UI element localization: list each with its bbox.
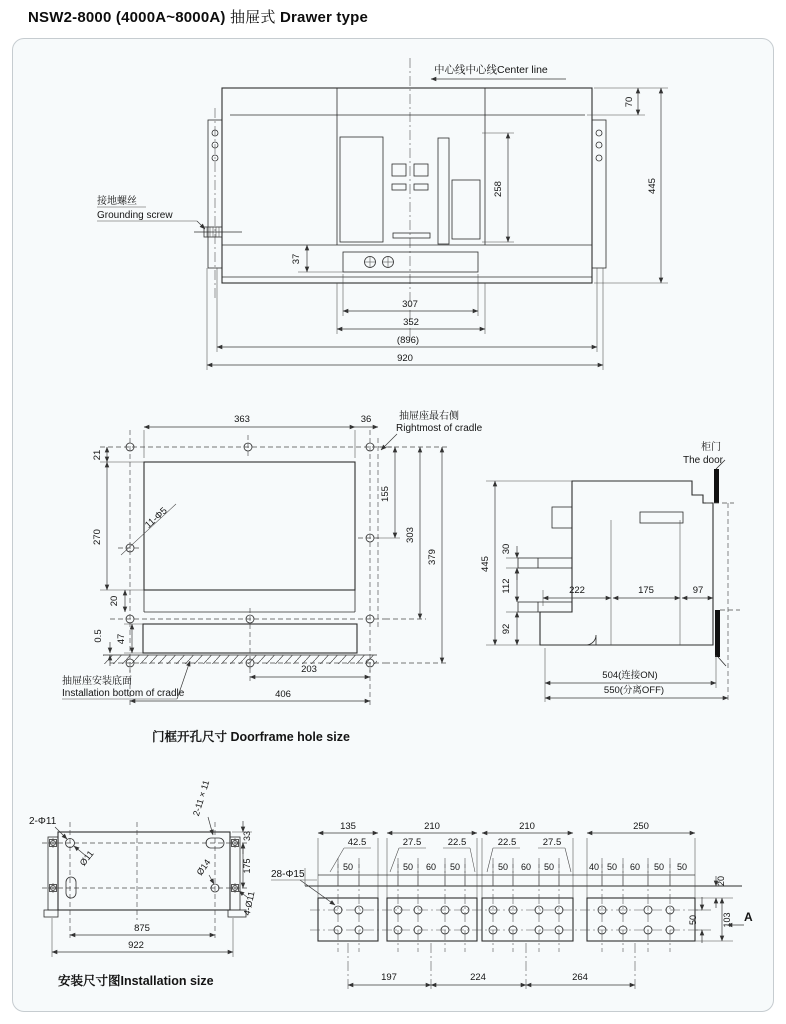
- dim-264: 264: [572, 972, 588, 983]
- sp-60-g2: 60: [425, 862, 437, 872]
- dim-22-5a: 22.5: [447, 837, 467, 848]
- dim-210a: 210: [424, 821, 440, 832]
- dim-406: 406: [275, 689, 291, 700]
- label-2-11x11: 2-11 × 11: [190, 778, 212, 818]
- dim-70: 70: [624, 96, 635, 108]
- dim-27-5b: 27.5: [542, 837, 562, 848]
- dim-27-5a: 27.5: [402, 837, 422, 848]
- sp-50-g3a: 50: [497, 862, 509, 872]
- bottom-label-zh: 抽屉座安装底面: [62, 676, 132, 687]
- grounding-label-en: Grounding screw: [97, 210, 173, 221]
- side-view-dimensions: [480, 481, 728, 702]
- doorframe-view: [62, 409, 483, 744]
- dim-896: (896): [396, 335, 420, 346]
- dim-92: 92: [501, 623, 512, 635]
- left-mounting-bracket: [208, 108, 222, 300]
- dim-922: 922: [128, 940, 144, 951]
- sp-50-g2a: 50: [402, 862, 414, 872]
- sp-40-g4: 40: [588, 862, 600, 872]
- dim-42-5: 42.5: [347, 837, 367, 848]
- sp-60-g3: 60: [520, 862, 532, 872]
- install-caption: 安装尺寸图Installation size: [58, 974, 214, 988]
- dim-550-off: 550(分离OFF): [603, 685, 665, 696]
- side-view: [480, 440, 740, 702]
- label-dia14: Ø14: [194, 857, 213, 878]
- dim-250: 250: [633, 821, 649, 832]
- grounding-label-zh: 接地螺丝: [97, 196, 137, 207]
- mounting-screws: [48, 838, 240, 893]
- dim-22-5b: 22.5: [497, 837, 517, 848]
- rightmost-label-zh: 抽屉座最右侧: [399, 411, 459, 422]
- sp-50-g4c: 50: [676, 862, 688, 872]
- dim-307: 307: [402, 299, 418, 310]
- dim-504-on: 504(连接ON): [602, 670, 658, 681]
- dim-20: 20: [109, 595, 120, 607]
- dim-21: 21: [92, 449, 103, 461]
- dim-203: 203: [301, 664, 317, 675]
- dim-222: 222: [569, 585, 585, 596]
- cradle-profile: [540, 481, 713, 645]
- label-28-phi15: 28-Φ15: [271, 869, 305, 880]
- dim-47: 47: [116, 633, 127, 645]
- dim-210b: 210: [519, 821, 535, 832]
- bottom-label-en: Installation bottom of cradle: [62, 688, 185, 699]
- dim-103: 103: [722, 912, 732, 928]
- door-label-en: The door: [682, 455, 724, 466]
- label-2-phi11: 2-Φ11: [29, 816, 57, 827]
- door-label-zh: 柜门: [701, 442, 721, 453]
- slot-left: [66, 877, 76, 898]
- sp-50-g3b: 50: [543, 862, 555, 872]
- right-mounting-bracket: [592, 120, 606, 268]
- sp-50-g1: 50: [342, 862, 354, 872]
- dim-37: 37: [291, 253, 302, 265]
- sp-50-g4a: 50: [606, 862, 618, 872]
- dim-303: 303: [405, 527, 416, 543]
- dim-33: 33: [242, 830, 252, 842]
- dim-224: 224: [470, 972, 486, 983]
- front-view: [97, 58, 668, 370]
- title-type-zh: 抽屉式: [230, 9, 276, 26]
- label-dia11: Ø11: [77, 848, 96, 868]
- dim-445: 445: [647, 178, 658, 194]
- dim-155: 155: [380, 486, 391, 502]
- dim-112: 112: [501, 578, 512, 594]
- dim-175-side: 175: [638, 585, 654, 596]
- dim-363: 363: [234, 414, 250, 425]
- dim-258: 258: [493, 181, 504, 197]
- title-model: NSW2-8000 (4000A~8000A): [28, 9, 226, 26]
- dim-445-side: 445: [480, 556, 491, 572]
- busbar-view: [271, 821, 753, 990]
- dim-0-5: 0.5: [93, 629, 104, 643]
- dim-875: 875: [134, 923, 150, 934]
- busbar-bottom-dimensions: [348, 943, 635, 990]
- dim-197: 197: [381, 972, 397, 983]
- dim-920: 920: [397, 353, 413, 364]
- installation-view: [29, 779, 256, 988]
- grounding-screw-symbol: [194, 227, 242, 237]
- dim-36: 36: [360, 414, 372, 425]
- dim-352: 352: [403, 317, 419, 328]
- mounting-surface-hatch: [103, 655, 377, 664]
- rightmost-label-en: Rightmost of cradle: [396, 423, 483, 434]
- sp-50-g4b: 50: [653, 862, 665, 872]
- dim-379: 379: [427, 549, 438, 565]
- dim-135: 135: [340, 821, 356, 832]
- dim-20-bus: 20: [716, 875, 726, 887]
- doorframe-caption: 门框开孔尺寸 Doorframe hole size: [152, 730, 350, 744]
- title-type-en: Drawer type: [279, 9, 369, 26]
- dim-175-install: 175: [242, 858, 252, 874]
- sp-50-g2b: 50: [449, 862, 461, 872]
- bottom-rail: [343, 252, 478, 272]
- sp-60-g4: 60: [629, 862, 641, 872]
- dim-30: 30: [501, 543, 512, 555]
- busbar-centerlines: [310, 858, 702, 952]
- label-4-dia11: 4-Ø11: [241, 890, 257, 917]
- dim-97: 97: [692, 585, 704, 596]
- dim-11-phi5: 11-Φ5: [143, 505, 170, 531]
- section-arrow-label: A: [744, 910, 753, 924]
- install-dimensions: [52, 821, 252, 957]
- cabinet-door: [714, 460, 726, 666]
- dim-50-bus: 50: [688, 914, 698, 926]
- center-line-label: 中心线中心线Center line: [434, 64, 548, 76]
- dim-270: 270: [92, 529, 103, 545]
